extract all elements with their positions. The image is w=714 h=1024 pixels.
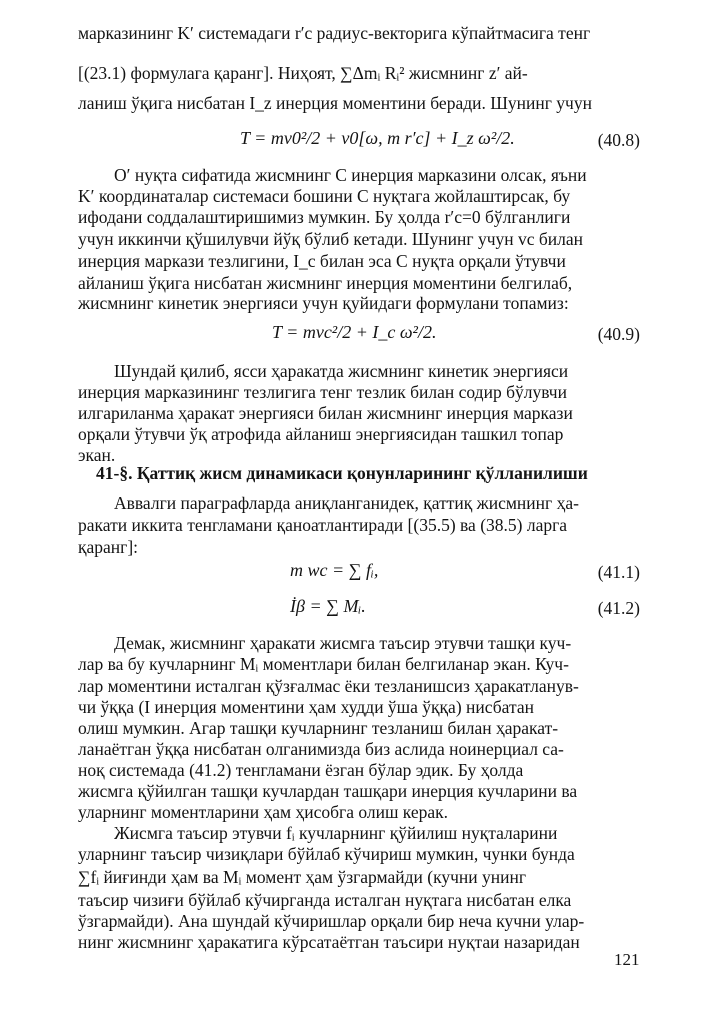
text-line: орқали ўтувчи ўқ атрофида айланиш энергиясидан ташкил топар <box>78 424 564 444</box>
text-line: учун иккинчи қўшилувчи йўқ бўлиб кетади. Шунинг учун vc билан <box>78 229 584 249</box>
text-line: инерция марказининг тезлигига тенг тезлик билан содир бўлувчи <box>78 382 567 402</box>
text-line: ўзгармайди). Ана шундай кўчиришлар орқали бир неча кучни улар- <box>78 911 585 931</box>
text-line: лар моментини исталган қўзғалмас ёки тезланишсиз ҳаракатланув- <box>78 676 579 696</box>
text-line: уларнинг таъсир чизиқлари бўйлаб кўчириш мумкин, чунки бунда <box>78 844 575 864</box>
text-line: жисмнинг кинетик энергияси учун қуйидаги формулани топамиз: <box>78 293 569 313</box>
text-line: ракати иккита тенгламани қаноатлантиради [(35.5) ва (38.5) ларга <box>78 515 568 535</box>
text-line: нинг жисмнинг ҳаракатига кўрсатаётган таъсири нуқтаи назаридан <box>78 932 580 952</box>
text-line: илгариланма ҳаракат энергияси билан жисмнинг инерция маркази <box>78 403 573 423</box>
text-line: [(23.1) формулага қаранг]. Ниҳоят, ∑Δmᵢ Rᵢ² жисмнинг z′ ай- <box>78 63 528 83</box>
text-line: чи ўққа (I инерция моментини ҳам худди ўша ўққа) нисбатан <box>78 697 534 717</box>
text-line: айланиш ўқига нисбатан жисмнинг инерция моментини белгилаб, <box>78 273 573 293</box>
equation-number: (41.2) <box>597 598 640 618</box>
text-line: ланаётган ўққа нисбатан олганимизда биз аслида ноинерциал са- <box>78 739 564 759</box>
text-line: олиш мумкин. Агар ташқи кучларнинг тезланиш билан ҳаракат- <box>78 718 559 738</box>
text-line: ланиш ўқига нисбатан I_z инерция моментини беради. Шунинг учун <box>78 93 592 113</box>
equation-number: (40.9) <box>597 324 640 344</box>
text-line: Жисмга таъсир этувчи fᵢ кучларнинг қўйилиш нуқталарини <box>114 823 558 843</box>
equation-41-2: İβ = ∑ Mᵢ. <box>290 596 366 616</box>
text-line: қаранг]: <box>78 537 139 557</box>
section-heading: 41-§. Қаттиқ жисм динамикаси қонунларининг қўлланилиши <box>96 463 588 483</box>
equation-number: (41.1) <box>597 562 640 582</box>
text-line: лар ва бу кучларнинг Mᵢ моментлари билан белгиланар экан. Куч- <box>78 654 569 674</box>
text-line: уларнинг моментларини ҳам ҳисобга олиш керак. <box>78 802 449 822</box>
text-line: инерция маркази тезлигини, I_c билан эса C нуқта орқали ўтувчи <box>78 251 566 271</box>
equation-number: (40.8) <box>597 130 640 150</box>
text-line: Аввалги параграфларда аниқланганидек, қаттиқ жисмнинг ҳа- <box>114 493 579 513</box>
text-line: Шундай қилиб, ясси ҳаракатда жисмнинг кинетик энергияси <box>114 361 569 381</box>
text-line: Демак, жисмнинг ҳаракати жисмга таъсир этувчи ташқи куч- <box>114 633 572 653</box>
text-line: ифодани соддалаштиришимиз мумкин. Бу ҳолда r′c=0 бўлганлиги <box>78 207 571 227</box>
text-line: K′ координаталар системаси бошини C нуқтага жойлаштирсак, бу <box>78 186 571 206</box>
text-line: ∑fᵢ йиғинди ҳам ва Mᵢ момент ҳам ўзгармайди (кучни унинг <box>78 867 527 887</box>
page-number: 121 <box>614 950 640 969</box>
text-line: экан. <box>78 445 116 465</box>
text-line: ноқ системада (41.2) тенгламани ёзган бўлар эдик. Бу ҳолда <box>78 760 524 780</box>
text-line: жисмга қўйилган ташқи кучлардан ташқари инерция кучларини ва <box>78 781 578 801</box>
text-line: таъсир чизиғи бўйлаб кўчирганда исталган нуқтага нисбатан елка <box>78 890 572 910</box>
text-line: марказининг K′ системадаги r′c радиус-векторига кўпайтмасига тенг <box>78 23 591 43</box>
equation-40-8: T = mv0²/2 + v0[ω, m r′c] + I_z ω²/2. <box>240 128 515 148</box>
text-line: O′ нуқта сифатида жисмнинг C инерция марказини олсак, яъни <box>114 165 587 185</box>
equation-40-9: T = mvc²/2 + I_c ω²/2. <box>272 322 437 342</box>
equation-41-1: m wc = ∑ fᵢ, <box>290 560 379 580</box>
